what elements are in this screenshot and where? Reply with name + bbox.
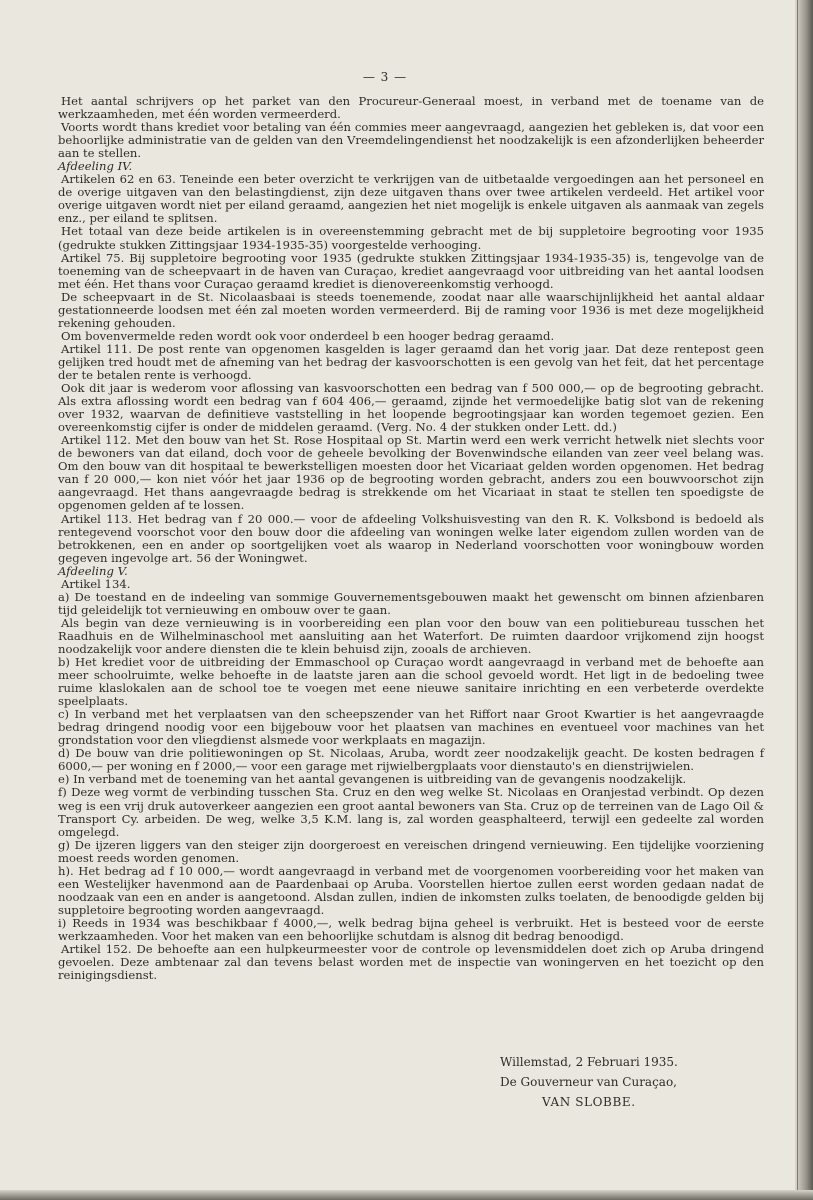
section-heading: Afdeeling IV. bbox=[58, 159, 133, 174]
signature-place-date: Willemstad, 2 Februari 1935. bbox=[500, 1055, 678, 1069]
page-number: — 3 — bbox=[362, 70, 408, 84]
paragraph: f) Deze weg vormt de verbinding tusschen Sta. Cruz en den weg welke St. Nicolaas en Oranjestad verbindt. Op dezen weg is een vrij druk autoverkeer aangezien een groot aantal bewoners van Sta. Cruz op de terreinen van de Lago Oil & Transport Cy. arbeiden. De weg, welke 3,5 K.M. lang is, zal worden geasphalteerd, terwijl een gedeelte zal worden omgelegd. bbox=[58, 785, 764, 839]
signature-title: De Gouverneur van Curaçao, bbox=[500, 1075, 677, 1089]
paragraph: Het totaal van deze beide artikelen is in overeenstemming gebracht met de bij suppletoire begrooting voor 1935 (gedrukte stukken Zittingsjaar 1934-1935-35) voorgestelde verhooging. bbox=[58, 224, 764, 252]
paragraph: h). Het bedrag ad f 10 000,— wordt aangevraagd in verband met de voorgenomen voorbereiding voor het maken van een Westelijker havenmond aan de Paardenbaai op Aruba. Voorstellen hiertoe zullen eerst worden gedaan nadat de noodzaak van een en ander is aangetoond. Alsdan zullen, indien de inkomsten zulks toelaten, de benoodigde gelden bij suppletoire begrooting worden aangevraagd. bbox=[58, 863, 764, 917]
paragraph: Artikel 134. bbox=[61, 576, 131, 591]
paragraph: Artikel 111. De post rente van opgenomen kasgelden is lager geraamd dan het vorig jaar. Dat deze rentepost geen gelijken tred houdt met de afneming van het bedrag der kasvoorschotten is een gevolg van het feit, dat het percentage der te betalen rente is verhoogd. bbox=[58, 341, 764, 382]
paragraph: d) De bouw van drie politiewoningen op St. Nicolaas, Aruba, wordt zeer noodzakelijk geacht. De kosten bedragen f 6000,— per woning en f 2000,— voor een garage met rijwielbergplaats voor dienstauto's en dienstrijwielen. bbox=[58, 746, 764, 774]
paragraph: e) In verband met de toeneming van het aantal gevangenen is uitbreiding van de gevangenis noodzakelijk. bbox=[58, 772, 687, 787]
paragraph: Artikel 152. De behoefte aan een hulpkeurmeester voor de controle op levensmiddelen doet zich op Aruba dringend gevoelen. Deze ambtenaar zal dan tevens belast worden met de inspectie van woningerven en het toezicht op den reinigingsdienst. bbox=[58, 942, 764, 983]
paragraph: Artikel 113. Het bedrag van f 20 000.— voor de afdeeling Volkshuisvesting van den R. K. Volksbond is bedoeld als rentegevend voorschot voor den bouw door die afdeeling van woningen welke later eigendom zullen worden van de betrokkenen, een en ander op soortgelijken voet als waarop in Nederland voorschotten voor woningbouw worden gegeven ingevolge art. 56 der Woningwet. bbox=[58, 511, 764, 565]
paragraph: Als begin van deze vernieuwing is in voorbereiding een plan voor den bouw van een politiebureau tusschen het Raadhuis en de Wilhelminaschool met aansluiting aan het Waterfort. De ruimten daardoor vrijkomend zijn hoogst noodzakelijk voor andere diensten die te klein behuisd zijn, zooals de archieven. bbox=[58, 615, 764, 656]
paragraph: Ook dit jaar is wederom voor aflossing van kasvoorschotten een bedrag van f 500 000,— op de begrooting gebracht. Als extra aflossing wordt een bedrag van f 604 406,— geraamd, zijnde het vermoedelijke batig slot van de rekening over 1932, waarvan de definitieve vaststelling in het loopende begrootingsjaar kan worden tegemoet gezien. Een overeenkomstig cijfer is onder de middelen geraamd. (Verg. No. 4 der stukken onder Lett. dd.) bbox=[58, 381, 764, 435]
paragraph: Voorts wordt thans krediet voor betaling van één commies meer aangevraagd, aangezien het gebleken is, dat voor een behoorlijke administratie van de gelden van den Vreemdelingendienst het noodzakelijk is een afzonderlijken beheerder aan te stellen. bbox=[58, 120, 764, 161]
signature-name: VAN SLOBBE. bbox=[542, 1095, 636, 1109]
paragraph: Artikelen 62 en 63. Teneinde een beter overzicht te verkrijgen van de uitbetaalde vergoedingen aan het personeel en de overige uitgaven van den belastingdienst, zijn deze uitgaven thans over twee artikelen verdeeld. Het artikel voor overige uitgaven wordt niet per eiland geraamd, aangezien het niet mogelijk is enkele uitgaven als aanmaak van zegels enz., per eiland te splitsen. bbox=[58, 172, 764, 226]
paragraph: g) De ijzeren liggers van den steiger zijn doorgeroest en vereischen dringend vernieuwing. Een tijdelijke voorziening moest reeds worden genomen. bbox=[58, 837, 764, 865]
page-edge-right bbox=[795, 0, 813, 1200]
section-heading: Afdeeling V. bbox=[58, 563, 128, 578]
paragraph: De scheepvaart in de St. Nicolaasbaai is steeds toenemende, zoodat naar alle waarschijnlijkheid het aantal aldaar gestationneerde loodsen met één zal moeten worden vermeerderd. Bij de raming voor 1936 is met deze mogelijkheid rekening gehouden. bbox=[58, 289, 764, 330]
paragraph: Artikel 112. Met den bouw van het St. Rose Hospitaal op St. Martin werd een werk verricht hetwelk niet slechts voor de bewoners van dat eiland, doch voor de geheele bevolking der Bovenwindsche eilanden van zeer veel belang was. Om den bouw van dit hospitaal te bewerkstelligen moesten door het Vicariaat gelden worden opgenomen. Het bedrag van f 20 000,— kon niet vóór het jaar 1936 op de begrooting worden gebracht, anders zou een bouwvoorschot zijn aangevraagd. Het thans aangevraagde bedrag is strekkende om het Vicariaat in staat te stellen ten spoedigste de opgenomen gelden af te lossen. bbox=[58, 433, 764, 513]
page-edge-bottom bbox=[0, 1190, 813, 1200]
paragraph: Artikel 75. Bij suppletoire begrooting voor 1935 (gedrukte stukken Zittingsjaar 1934-1935-35) is, tengevolge van de toeneming van de scheepvaart in de haven van Curaçao, krediet aangevraagd voor uitbreiding van het aantal loodsen met één. Het thans voor Curaçao geraamd krediet is dienovereenkomstig verhoogd. bbox=[58, 250, 764, 291]
paragraph: c) In verband met het verplaatsen van den scheepszender van het Riffort naar Groot Kwartier is het aangevraagde bedrag dringend noodig voor een bijgebouw voor het plaatsen van machines en eventueel voor machines van het grondstation voor den vliegdienst alsmede voor werkplaats en magazijn. bbox=[58, 707, 764, 748]
body-text bbox=[58, 95, 764, 982]
paragraph: b) Het krediet voor de uitbreiding der Emmaschool op Curaçao wordt aangevraagd in verband met de behoefte aan meer schoolruimte, welke behoefte in de laatste jaren aan die school gevoeld wordt. Het ligt in de bedoeling twee ruime klaslokalen aan de school toe te voegen met eene nieuwe sanitaire inrichting en een verbeterde overdekte speelplaats. bbox=[58, 655, 764, 709]
paragraph: Om bovenvermelde reden wordt ook voor onderdeel b een hooger bedrag geraamd. bbox=[61, 328, 555, 343]
paragraph: i) Reeds in 1934 was beschikbaar f 4000,—, welk bedrag bijna geheel is verbruikt. Het is besteed voor de eerste werkzaamheden. Voor het maken van een behoorlijke schutdam is alsnog dit bedrag benoodigd. bbox=[58, 915, 764, 943]
signature-block bbox=[500, 1052, 700, 1112]
paragraph: Het aantal schrijvers op het parket van den Procureur-Generaal moest, in verband met de toename van de werkzaamheden, met één worden vermeerderd. bbox=[58, 94, 764, 122]
paragraph: a) De toestand en de indeeling van sommige Gouvernementsgebouwen maakt het gewenscht om binnen afzienbaren tijd geleidelijk tot vernieuwing en ombouw over te gaan. bbox=[58, 589, 764, 617]
